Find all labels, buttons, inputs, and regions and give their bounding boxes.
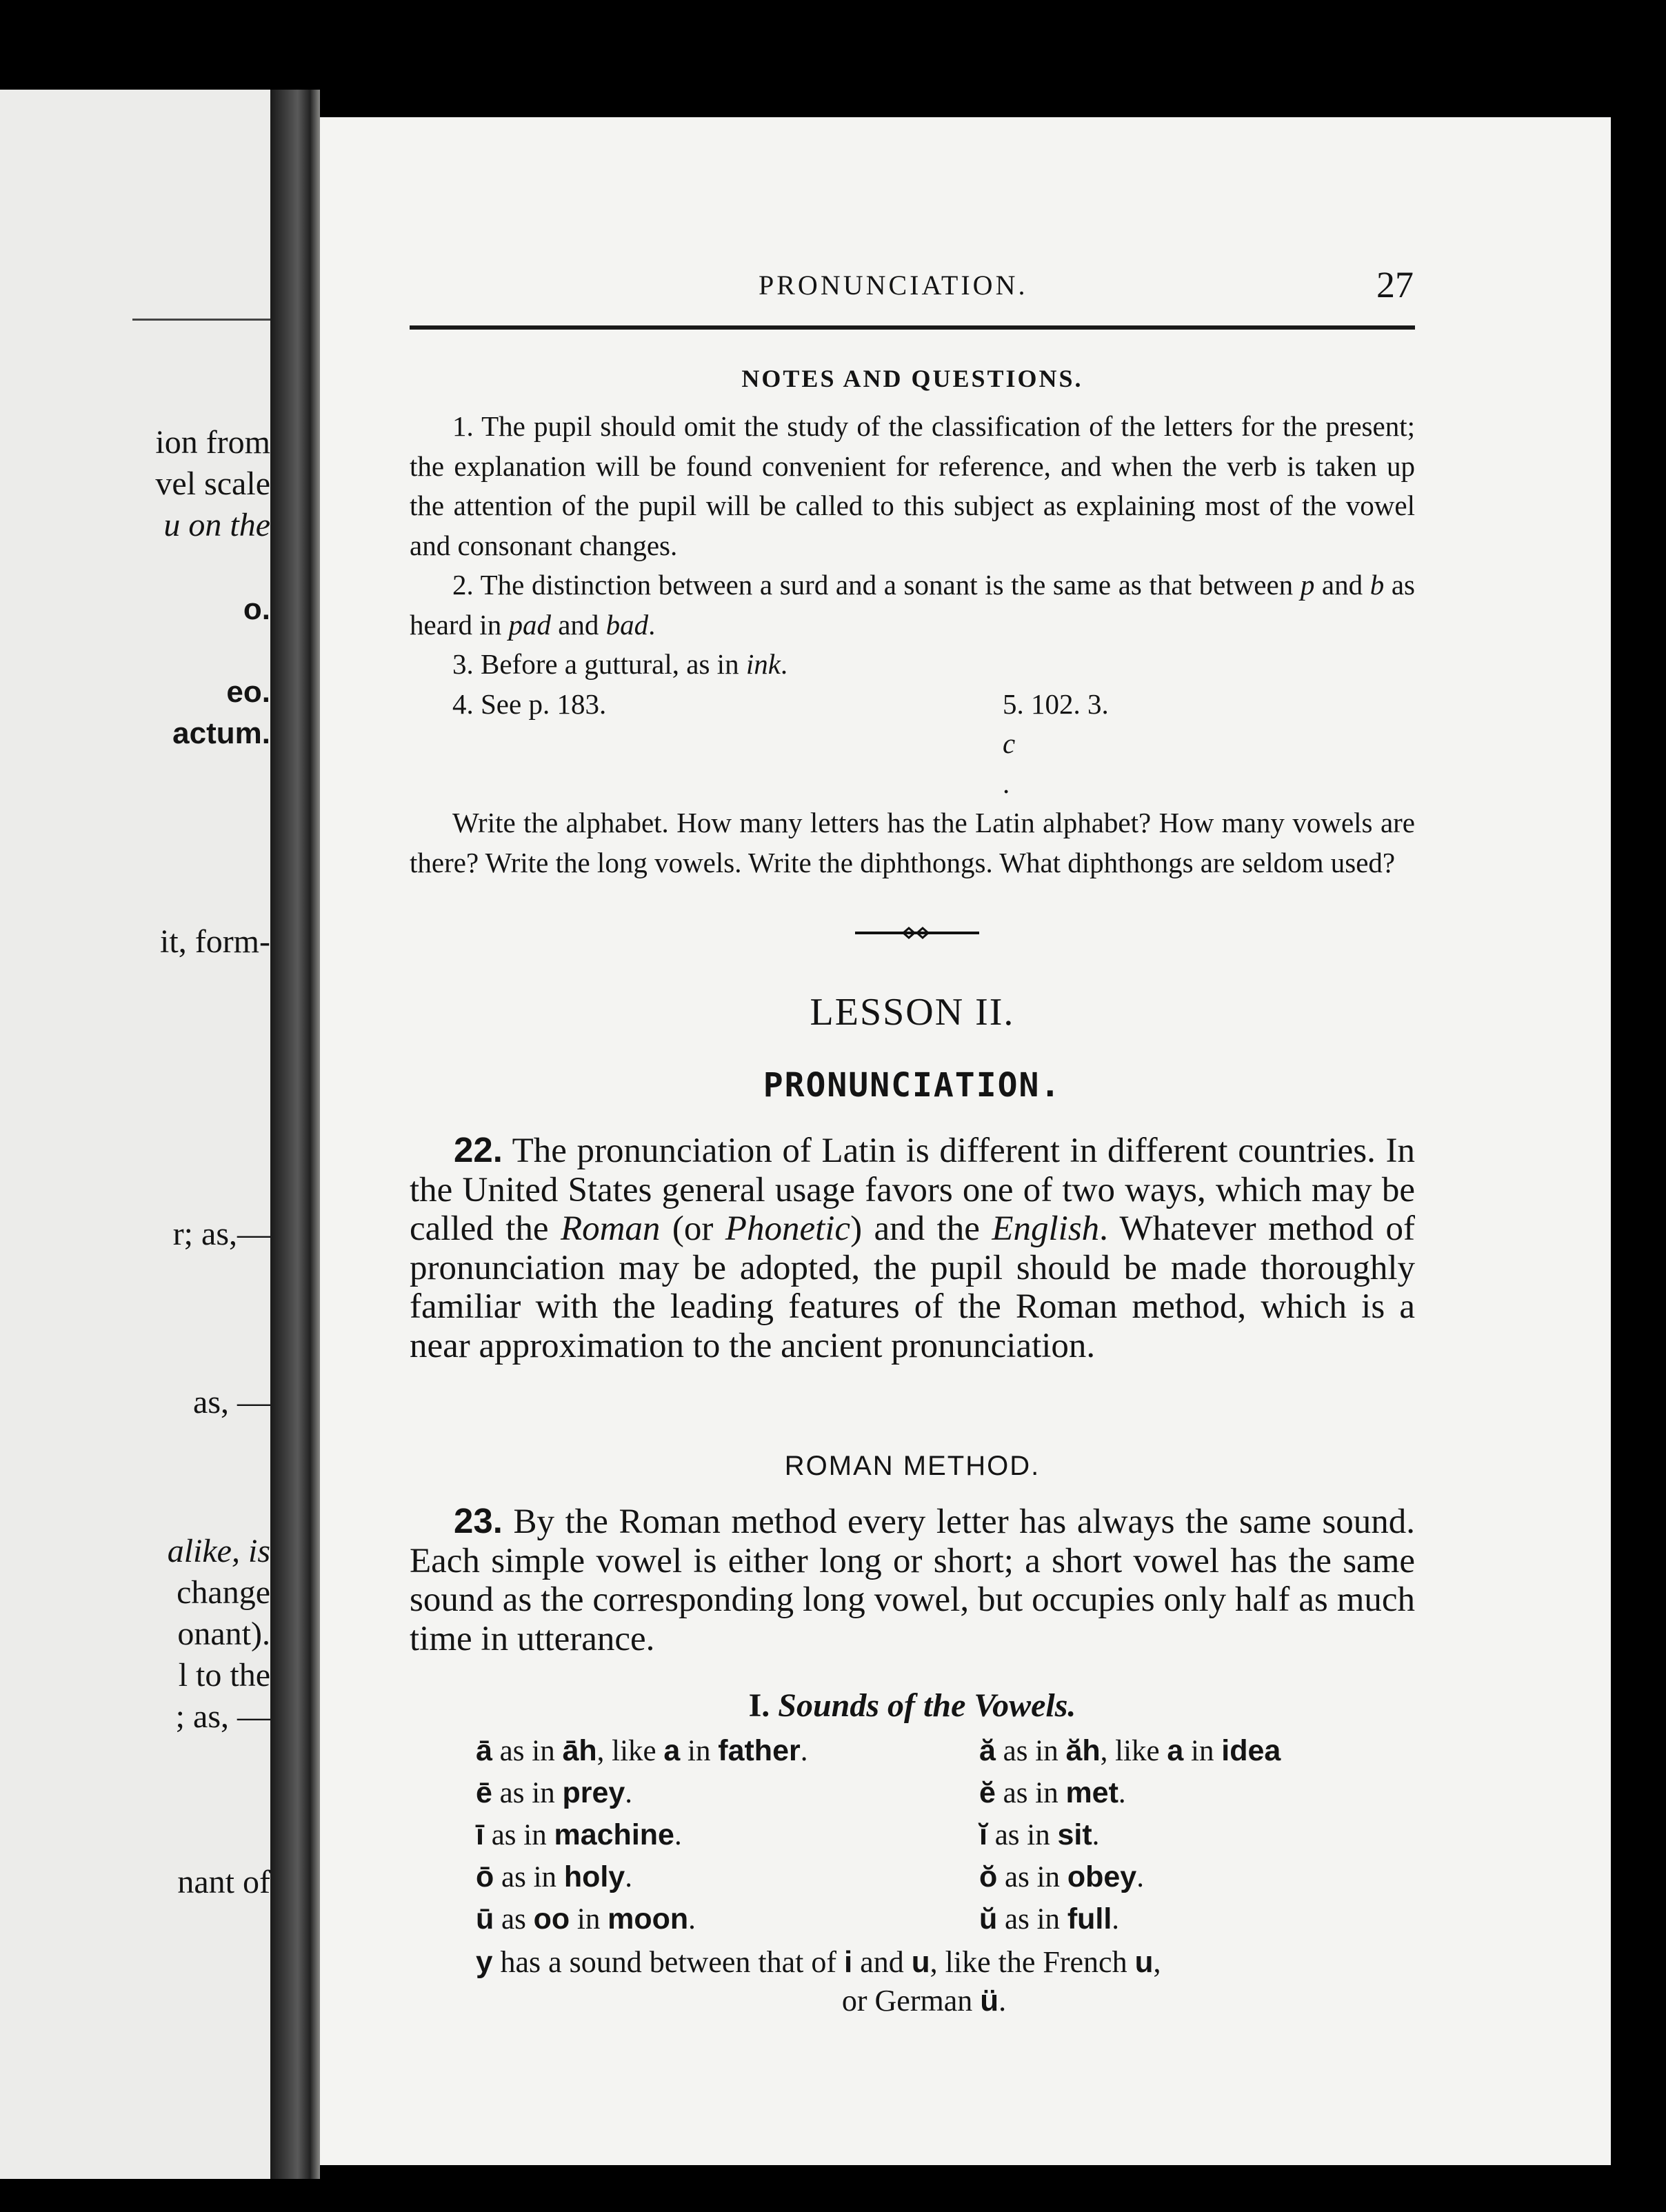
running-head: PRONUNCIATION. xyxy=(759,270,1028,301)
left-fragment: r; as,— xyxy=(172,1216,270,1252)
vowel-long-e: ē as in prey. xyxy=(476,1776,633,1809)
vowel-y-continuation: or German ü. xyxy=(841,1984,1007,2018)
roman-method-heading: ROMAN METHOD. xyxy=(784,1451,1041,1481)
left-fragment: onant). xyxy=(177,1616,270,1652)
paragraph-23: 23. By the Roman method every letter has always the same sound. Each simple vowel is either long or short; a short vowel has the same sound as the corresponding long vowel, but occupies only half as much time in utterance. xyxy=(410,1501,1415,1658)
vowel-table xyxy=(476,1732,1400,1938)
vowel-y-description: y has a sound between that of i and u, like the French u, or German ü. xyxy=(476,1943,1414,2020)
note-5: 5. 102. 3. c . xyxy=(1003,687,1109,799)
left-facing-page xyxy=(0,90,270,2179)
note-3: 3. Before a guttural, as in ink. xyxy=(452,648,788,680)
note-4: 4. See p. 183. xyxy=(452,687,607,720)
page-number: 27 xyxy=(1376,264,1414,305)
left-fragment: actum. xyxy=(172,716,270,750)
vowel-short-i: ĭ as in sit. xyxy=(979,1818,1100,1851)
left-fragment: as, — xyxy=(193,1384,270,1420)
note-1: 1. The pupil should omit the study of the classification of the letters for the present; the explanation will be found convenient for reference, and when the verb is taken up the attention of the pupil will be called to this subject as explaining most of the vowel and consonant changes. xyxy=(410,410,1415,561)
vowel-long-a: ā as in āh, like a in father. xyxy=(476,1734,808,1767)
left-fragment: nant of xyxy=(177,1864,270,1900)
left-fragment: eo. xyxy=(226,675,270,709)
left-fragment: alike, is xyxy=(167,1533,270,1569)
vowel-short-o: ŏ as in obey. xyxy=(979,1860,1144,1893)
ornament-divider xyxy=(848,923,986,943)
left-page-rule xyxy=(132,319,270,321)
left-fragment: ; as, — xyxy=(175,1698,270,1735)
book-gutter xyxy=(270,90,320,2179)
vowel-short-e: ĕ as in met. xyxy=(979,1776,1126,1809)
note-questions: Write the alphabet. How many letters has the Latin alphabet? How many vowels are there? Write the long vowels. Write the diphthongs. What diphthongs are seldom used? xyxy=(410,807,1415,878)
left-fragment: u on the xyxy=(163,507,270,543)
note-2: 2. The distinction between a surd and a sonant is the same as that between p and b as heard in pad and bad. xyxy=(410,569,1416,641)
vowel-short-a: ă as in ăh, like a in idea xyxy=(979,1734,1281,1767)
notes-title: NOTES AND QUESTIONS. xyxy=(741,365,1083,392)
paragraph-22: 22. The pronunciation of Latin is different in different countries. In the United States general usage favors one of two ways, which may be called the Roman (or Phonetic) and the English. Whatever method of pronunciation may be adopted, the pupil should be made thoroughly familiar with the leading features of the Roman method, which is a near approximation to the ancient pronunciation. xyxy=(410,1130,1415,1365)
left-fragment: it, form- xyxy=(160,923,270,960)
notes-block xyxy=(410,407,1415,883)
vowel-long-i: ī as in machine. xyxy=(476,1818,682,1851)
vowels-heading: I. Sounds of the Vowels. xyxy=(748,1687,1076,1724)
vowel-short-u: ŭ as in full. xyxy=(979,1902,1120,1936)
header-rule xyxy=(410,325,1415,330)
lesson-title: LESSON II. xyxy=(810,991,1015,1034)
left-fragment: l to the xyxy=(178,1657,270,1693)
left-fragment: o. xyxy=(243,592,270,626)
left-fragment: change xyxy=(177,1574,270,1611)
left-fragment: vel scale xyxy=(155,465,270,502)
vowel-long-o: ō as in holy. xyxy=(476,1860,632,1893)
left-fragment: ion from xyxy=(155,424,270,461)
vowel-long-u: ū as oo in moon. xyxy=(476,1902,696,1936)
note-4-5 xyxy=(410,685,1415,804)
section-title: PRONUNCIATION. xyxy=(763,1066,1062,1105)
